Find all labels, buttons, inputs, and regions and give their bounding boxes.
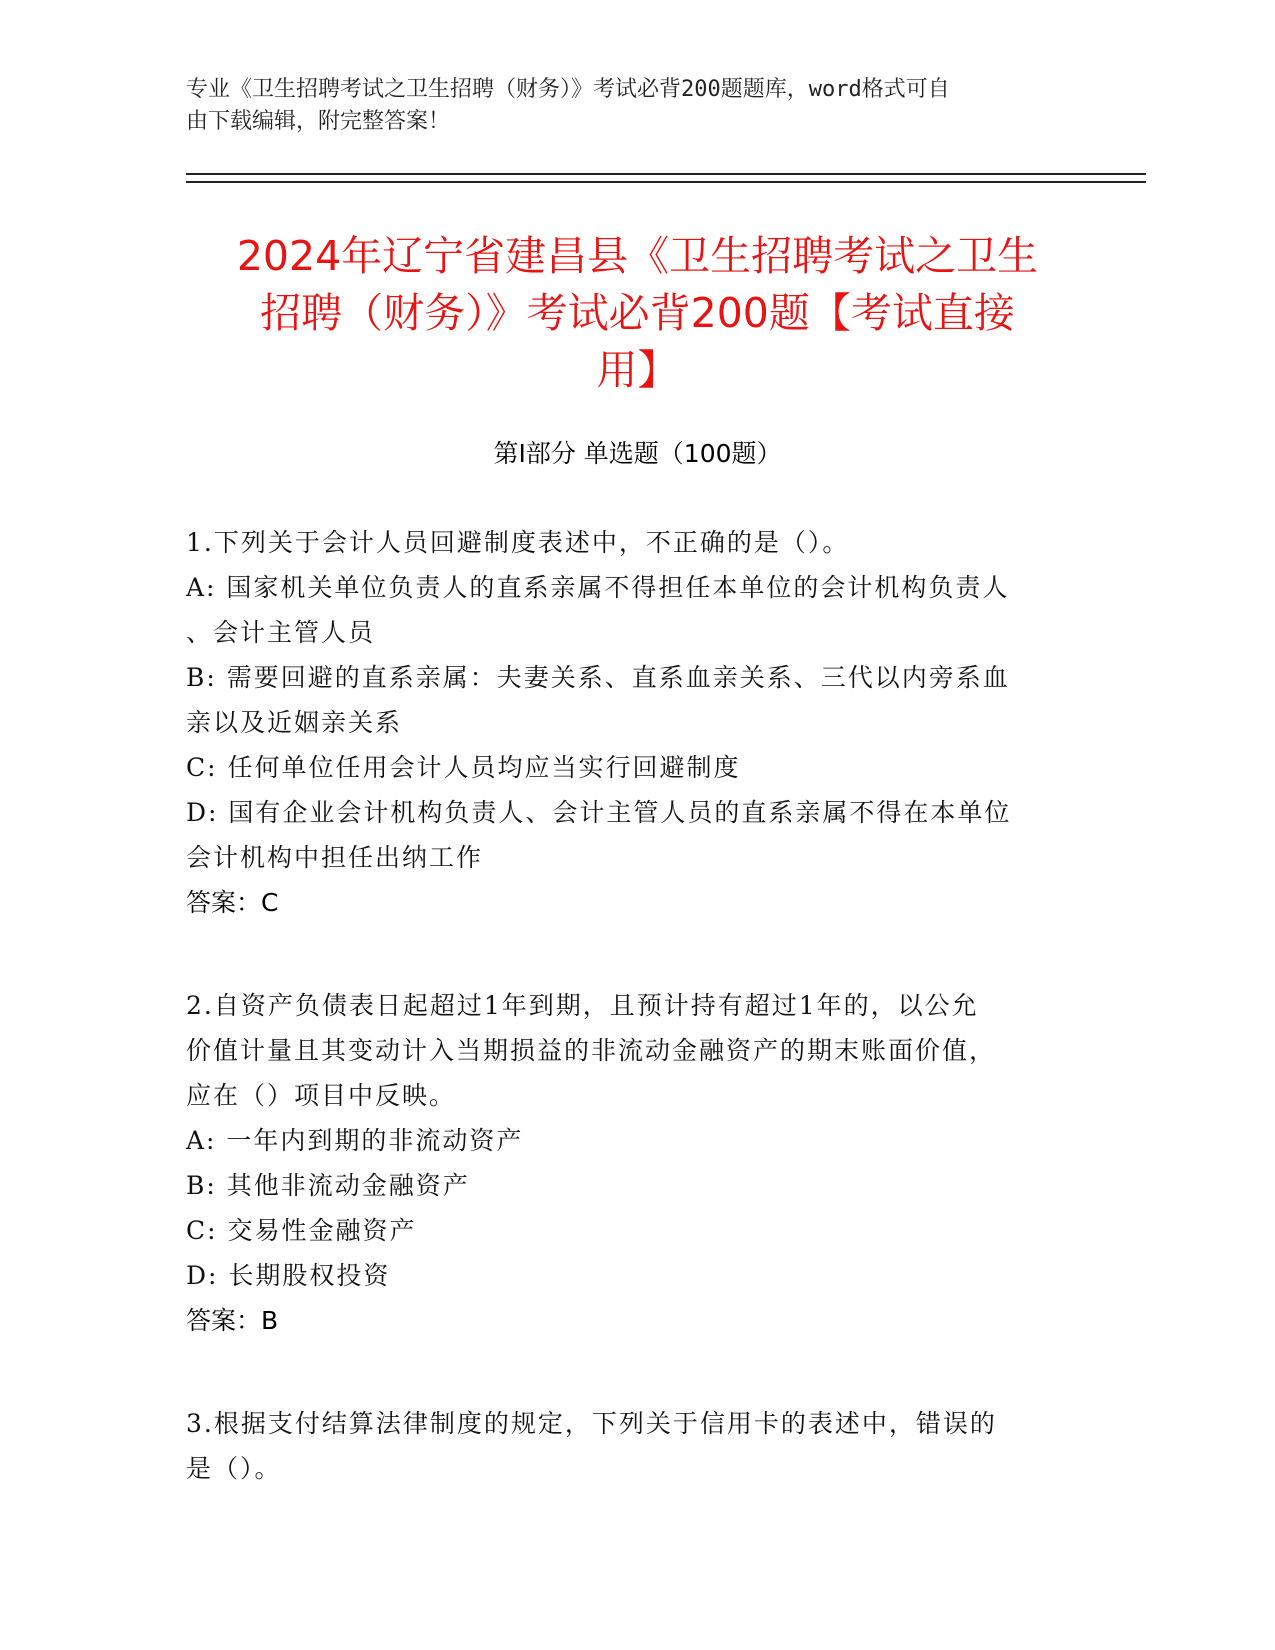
- option-d-cont: 会计机构中担任出纳工作: [186, 843, 484, 872]
- question-stem: 应在（）项目中反映。: [186, 1081, 457, 1110]
- option-d: D: 国有企业会计机构负责人、会计主管人员的直系亲属不得在本单位: [186, 798, 1012, 827]
- answer: 答案：C: [186, 888, 279, 917]
- title-line: 招聘（财务）》考试必背200题【考试直接: [260, 289, 1015, 337]
- option-d: D: 长期股权投资: [186, 1261, 391, 1290]
- question-stem: 价值计量且其变动计入当期损益的非流动金融资产的期末账面价值，: [186, 1036, 997, 1065]
- header-note-line: 专业《卫生招聘考试之卫生招聘（财务）》考试必背200题题库，word格式可自: [186, 77, 950, 102]
- header-note: [186, 74, 1066, 138]
- option-b: B: 其他非流动金融资产: [186, 1171, 470, 1200]
- option-b: B: 需要回避的直系亲属：夫妻关系、直系血亲关系、三代以内旁系血: [186, 663, 1010, 692]
- option-c: C: 任何单位任用会计人员均应当实行回避制度: [186, 753, 741, 782]
- question-stem: 3.根据支付结算法律制度的规定，下列关于信用卡的表述中，错误的: [186, 1409, 997, 1438]
- header-note-line: 由下载编辑，附完整答案！: [186, 109, 451, 134]
- header-divider-top: [186, 173, 1146, 175]
- answer: 答案：B: [186, 1306, 279, 1335]
- title-line: 用】: [596, 346, 679, 394]
- question-stem: 是（）。: [186, 1454, 282, 1483]
- question-3: [186, 1401, 1066, 1491]
- option-a: A: 一年内到期的非流动资产: [186, 1126, 524, 1155]
- document-title: [180, 228, 1095, 399]
- header-divider-bottom: [186, 181, 1146, 183]
- section-title: 第Ⅰ部分 单选题（100题）: [493, 439, 782, 468]
- option-c: C: 交易性金融资产: [186, 1216, 417, 1245]
- option-a: A: 国家机关单位负责人的直系亲属不得担任本单位的会计机构负责人: [186, 573, 1010, 602]
- question-list: [186, 520, 1066, 1549]
- question-stem: 1.下列关于会计人员回避制度表述中，不正确的是（）。: [186, 528, 850, 557]
- option-b-cont: 亲以及近姻亲关系: [186, 708, 403, 737]
- question-1: [186, 520, 1066, 925]
- title-line: 2024年辽宁省建昌县《卫生招聘考试之卫生: [236, 232, 1039, 280]
- option-a-cont: 、会计主管人员: [186, 618, 376, 647]
- question-stem: 2.自资产负债表日起超过1年到期，且预计持有超过1年的，以公允: [186, 991, 979, 1020]
- question-2: [186, 983, 1066, 1343]
